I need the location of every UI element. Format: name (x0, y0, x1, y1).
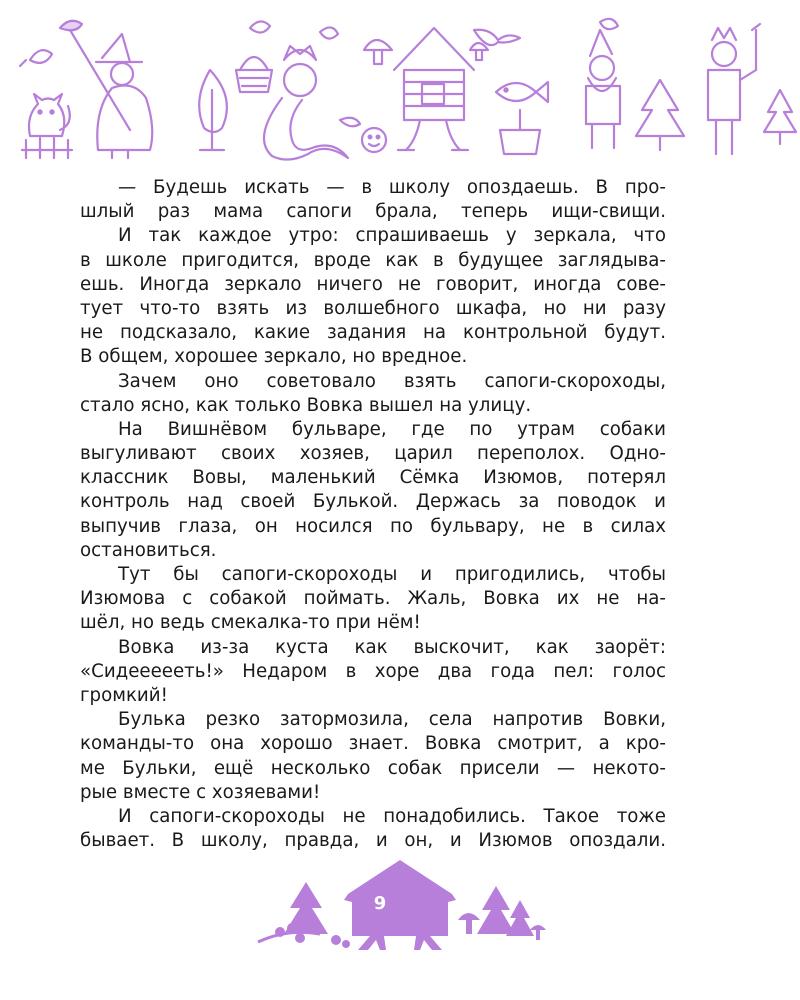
page-number: 9 (373, 893, 387, 914)
text-line: ешь. Иногда зеркало ничего не говорит, иногда сове- (80, 273, 666, 295)
text-line: Булька резко затормозила, села напротив Вовки, (118, 709, 666, 731)
witch-with-broom-icon (60, 21, 152, 158)
koschei-icon (708, 24, 760, 154)
text-line: шёл, но ведь смекалка-то при нём! (80, 612, 421, 634)
text-line: остановиться. (80, 539, 217, 561)
leaf-icon (320, 27, 338, 38)
leaf-icon (250, 21, 270, 32)
text-line: стало ясно, как только Вовка вышел на улицу. (80, 394, 532, 416)
text-line: На Вишнёвом бульваре, где по утрам собаки (118, 418, 666, 440)
mermaid-icon (264, 46, 360, 160)
text-line: команды-то она хорошо знает. Вовка смотрит, а кро- (80, 733, 666, 755)
text-line: — Будешь искать — в школу опоздаешь. В про- (118, 177, 666, 198)
text-line: И сапоги-скороходы не понадобились. Такое тоже (118, 805, 666, 827)
mushroom-icon (364, 40, 488, 64)
text-line: шлый раз мама сапоги брала, теперь ищи-свищи. (80, 201, 666, 223)
gnome-icon (586, 30, 620, 148)
text-line: контроль над своей Булькой. Держась за поводок и (80, 491, 666, 513)
footer-illustration (250, 860, 550, 950)
text-line: бывает. В школу, правда, и он, и Изюмов опоздали. (80, 830, 666, 852)
text-line: рые вместе с хозяевами! (80, 781, 321, 803)
text-line: Зачем оно советовало взять сапоги-скороходы, (118, 370, 666, 392)
text-line: громкий! (80, 684, 168, 706)
text-line: тует что-то взять из волшебного шкафа, но ни разу (80, 297, 666, 319)
text-line: «Сидеееееть!» Недаром в хоре два года пел: голос (80, 660, 666, 682)
text-line: В общем, хорошее зеркало, но вредное. (80, 346, 468, 368)
text-line: выгуливают своих хозяев, царил переполох. Одно- (80, 443, 666, 465)
text-line: выпучив глаза, он носился по бульвару, не в силах (80, 515, 666, 537)
cat-icon (22, 94, 72, 158)
hut-on-chicken-legs-icon (394, 28, 474, 150)
story-text (80, 176, 666, 853)
tree-icon (199, 70, 227, 150)
text-line: ме Бульки, ещё несколько собак присели — некото- (80, 757, 666, 779)
leaf-icon (600, 19, 618, 29)
header-illustration (0, 0, 800, 170)
basket-icon (236, 57, 272, 92)
text-line: классник Вовы, маленький Сёмка Изюмов, потерял (80, 467, 666, 489)
fish-in-tub-icon (496, 82, 548, 154)
kolobok-icon (362, 128, 386, 152)
text-line: И так каждое утро: спрашиваешь у зеркала, что (118, 225, 666, 247)
text-line: не подсказало, какие задания на контрольной будут. (80, 322, 666, 344)
text-line: Изюмова с собакой поймать. Жаль, Вовка их не на- (80, 588, 666, 610)
text-line: Вовка из-за куста как выскочит, как заорёт: (118, 636, 666, 658)
leaf-icon (20, 50, 52, 66)
text-line: Тут бы сапоги-скороходы и пригодились, чтобы (118, 564, 666, 585)
text-line: в школе пригодится, вроде как в будущее заглядыва- (80, 249, 666, 271)
